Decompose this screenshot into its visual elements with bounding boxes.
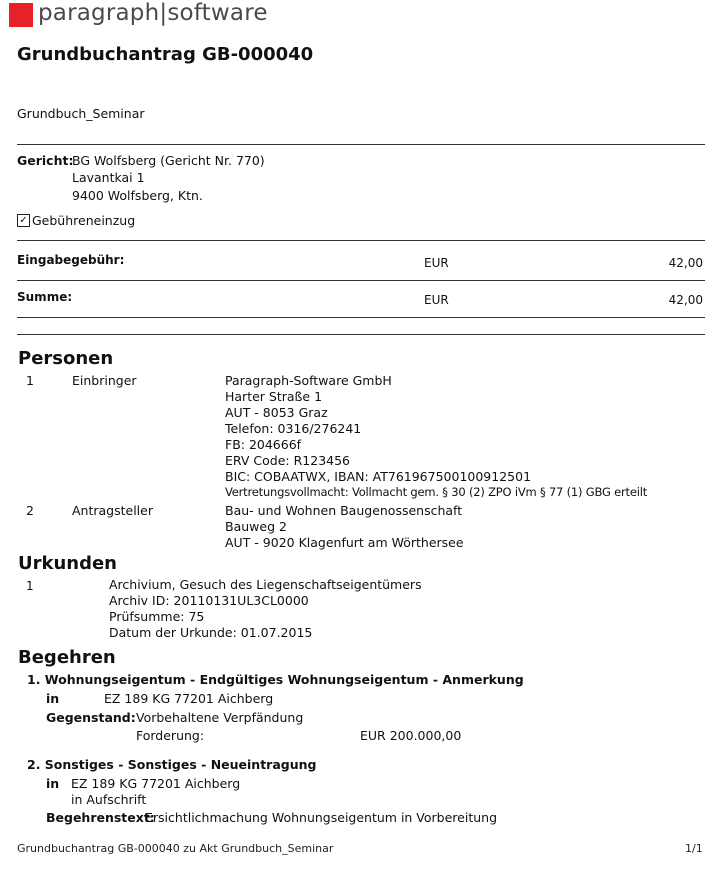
person-line: Harter Straße 1 — [225, 389, 323, 404]
fee-currency: EUR — [424, 256, 449, 270]
person-role: Einbringer — [72, 373, 137, 388]
person-line: AUT - 9020 Klagenfurt am Wörthersee — [225, 535, 464, 550]
begehren-text-value: Ersichtlichmachung Wohnungseigentum in Vorbereitung — [145, 810, 498, 825]
begehren-in-label: in — [46, 776, 60, 791]
page-number: 1/1 — [685, 842, 703, 855]
begehren-in-value: EZ 189 KG 77201 Aichberg — [71, 776, 241, 791]
begehren-title: 2. Sonstiges - Sonstiges - Neueintragung — [27, 757, 317, 772]
gericht-line: Lavantkai 1 — [72, 170, 145, 185]
divider — [17, 317, 705, 318]
gericht-line: 9400 Wolfsberg, Ktn. — [72, 188, 203, 203]
begehren-in-value: EZ 189 KG 77201 Aichberg — [104, 691, 274, 706]
section-heading-personen: Personen — [18, 348, 114, 369]
fee-label: Summe: — [17, 290, 73, 304]
fee-label: Eingabegebühr: — [17, 253, 125, 267]
urkunde-line: Archiv ID: 20110131UL3CL0000 — [109, 593, 309, 608]
person-line: AUT - 8053 Graz — [225, 405, 328, 420]
person-nr: 2 — [26, 503, 34, 518]
person-nr: 1 — [26, 373, 34, 388]
fee-amount: 42,00 — [668, 256, 703, 270]
gebuehreneinzug-label: Gebühreneinzug — [32, 213, 136, 228]
begehren-text-label: Begehrenstext: — [46, 810, 155, 825]
person-line: BIC: COBAATWX, IBAN: AT761967500100912501 — [225, 469, 532, 484]
section-heading-urkunden: Urkunden — [18, 553, 117, 574]
person-line: Bauweg 2 — [225, 519, 287, 534]
urkunde-line: Prüfsumme: 75 — [109, 609, 205, 624]
logo-mark — [9, 3, 33, 27]
document-title: Grundbuchantrag GB-000040 — [17, 44, 314, 65]
gebuehreneinzug-checkbox[interactable]: ✓ — [17, 214, 30, 227]
person-line: ERV Code: R123456 — [225, 453, 351, 468]
divider — [17, 280, 705, 281]
begehren-in-label: in — [46, 691, 60, 706]
akt-name: Grundbuch_Seminar — [17, 106, 145, 121]
begehren-gegenstand-label: Gegenstand: — [46, 710, 136, 725]
section-heading-begehren: Begehren — [18, 647, 116, 668]
person-role: Antragsteller — [72, 503, 153, 518]
fee-amount: 42,00 — [668, 293, 703, 307]
begehren-gegenstand-value: Vorbehaltene Verpfändung — [136, 710, 304, 725]
person-line: Bau- und Wohnen Baugenossenschaft — [225, 503, 463, 518]
urkunde-line: Archivium, Gesuch des Liegenschaftseigentümers — [109, 577, 422, 592]
divider — [17, 144, 705, 145]
person-line: Telefon: 0316/276241 — [225, 421, 362, 436]
person-line: Paragraph-Software GmbH — [225, 373, 392, 388]
divider — [17, 334, 705, 335]
begehren-in-value: in Aufschrift — [71, 792, 147, 807]
footer-text: Grundbuchantrag GB-000040 zu Akt Grundbuch_Seminar — [17, 842, 334, 855]
gericht-line: BG Wolfsberg (Gericht Nr. 770) — [72, 153, 265, 168]
begehren-forderung-label: Forderung: — [136, 728, 205, 743]
urkunde-nr: 1 — [26, 579, 34, 593]
logo-text: paragraph|software — [38, 0, 268, 26]
begehren-title: 1. Wohnungseigentum - Endgültiges Wohnungseigentum - Anmerkung — [27, 672, 524, 687]
fee-currency: EUR — [424, 293, 449, 307]
person-line: Vertretungsvollmacht: Vollmacht gem. § 30 (2) ZPO iVm § 77 (1) GBG erteilt — [225, 485, 648, 499]
gericht-label: Gericht: — [17, 153, 74, 168]
begehren-forderung-value: EUR 200.000,00 — [360, 728, 462, 743]
divider — [17, 240, 705, 241]
urkunde-line: Datum der Urkunde: 01.07.2015 — [109, 625, 313, 640]
person-line: FB: 204666f — [225, 437, 302, 452]
